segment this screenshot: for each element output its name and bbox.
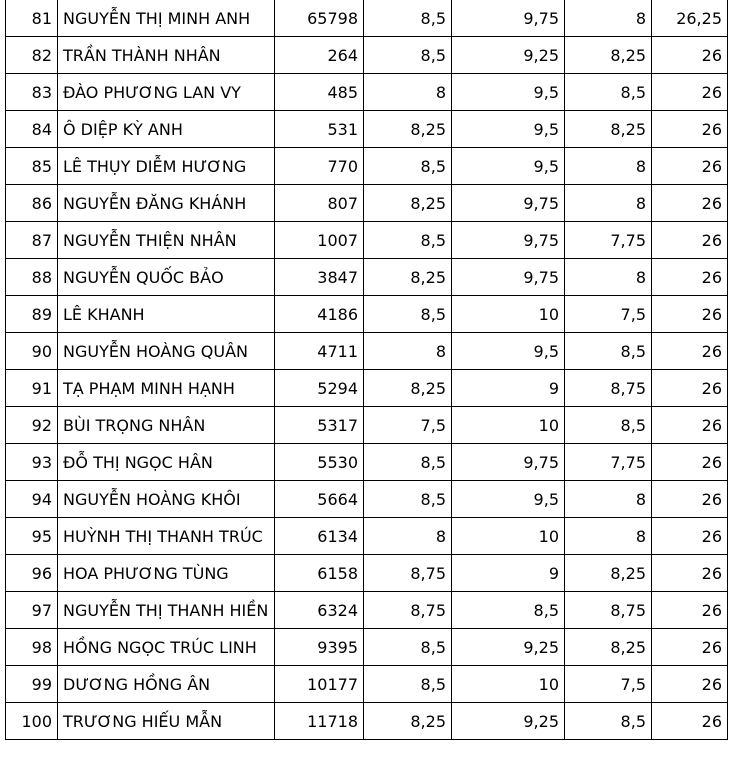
table-row xyxy=(6,0,728,37)
candidate-number-cell: 10177 xyxy=(275,666,364,703)
student-name-cell: NGUYỄN HOÀNG KHÔI xyxy=(58,481,275,518)
student-name-cell: BÙI TRỌNG NHÂN xyxy=(58,407,275,444)
total-score-cell: 26 xyxy=(652,666,728,703)
table-row xyxy=(6,592,728,629)
candidate-number-cell: 11718 xyxy=(275,703,364,740)
subject-1-score-cell: 8 xyxy=(364,333,452,370)
student-name-cell: LÊ KHANH xyxy=(58,296,275,333)
subject-3-score-cell: 8,5 xyxy=(565,74,652,111)
student-name-cell: NGUYỄN ĐĂNG KHÁNH xyxy=(58,185,275,222)
subject-1-score-cell: 8,25 xyxy=(364,185,452,222)
total-score-cell: 26 xyxy=(652,555,728,592)
student-name-cell: ĐÀO PHƯƠNG LAN VY xyxy=(58,74,275,111)
subject-3-score-cell: 8,25 xyxy=(565,629,652,666)
subject-1-score-cell: 8,5 xyxy=(364,148,452,185)
rank-cell: 86 xyxy=(6,185,58,222)
candidate-number-cell: 531 xyxy=(275,111,364,148)
rank-cell: 96 xyxy=(6,555,58,592)
student-name-cell: TRẦN THÀNH NHÂN xyxy=(58,37,275,74)
subject-1-score-cell: 8,5 xyxy=(364,629,452,666)
student-name-cell: NGUYỄN HOÀNG QUÂN xyxy=(58,333,275,370)
score-table-body xyxy=(6,0,728,740)
subject-2-score-cell: 9,5 xyxy=(452,333,565,370)
subject-2-score-cell: 9 xyxy=(452,555,565,592)
total-score-cell: 26 xyxy=(652,407,728,444)
student-name-cell: NGUYỄN THIỆN NHÂN xyxy=(58,222,275,259)
candidate-number-cell: 4711 xyxy=(275,333,364,370)
candidate-number-cell: 6134 xyxy=(275,518,364,555)
subject-3-score-cell: 7,5 xyxy=(565,666,652,703)
subject-1-score-cell: 8,5 xyxy=(364,481,452,518)
subject-2-score-cell: 9,5 xyxy=(452,148,565,185)
subject-3-score-cell: 8,5 xyxy=(565,333,652,370)
subject-2-score-cell: 9,75 xyxy=(452,0,565,37)
candidate-number-cell: 1007 xyxy=(275,222,364,259)
total-score-cell: 26 xyxy=(652,222,728,259)
rank-cell: 99 xyxy=(6,666,58,703)
subject-1-score-cell: 8,75 xyxy=(364,592,452,629)
subject-1-score-cell: 8,25 xyxy=(364,703,452,740)
subject-3-score-cell: 8 xyxy=(565,518,652,555)
rank-cell: 84 xyxy=(6,111,58,148)
total-score-cell: 26 xyxy=(652,259,728,296)
subject-3-score-cell: 8,5 xyxy=(565,703,652,740)
student-name-cell: TRƯƠNG HIẾU MẪN xyxy=(58,703,275,740)
subject-2-score-cell: 10 xyxy=(452,407,565,444)
rank-cell: 91 xyxy=(6,370,58,407)
subject-2-score-cell: 10 xyxy=(452,296,565,333)
student-name-cell: NGUYỄN THỊ THANH HIỀN xyxy=(58,592,275,629)
subject-1-score-cell: 8,5 xyxy=(364,666,452,703)
subject-1-score-cell: 8,5 xyxy=(364,37,452,74)
subject-1-score-cell: 8,5 xyxy=(364,0,452,37)
subject-1-score-cell: 8 xyxy=(364,74,452,111)
total-score-cell: 26,25 xyxy=(652,0,728,37)
subject-1-score-cell: 8,25 xyxy=(364,259,452,296)
subject-2-score-cell: 9,5 xyxy=(452,481,565,518)
rank-cell: 97 xyxy=(6,592,58,629)
subject-3-score-cell: 8,25 xyxy=(565,555,652,592)
table-row xyxy=(6,185,728,222)
subject-2-score-cell: 9,75 xyxy=(452,222,565,259)
subject-2-score-cell: 9 xyxy=(452,370,565,407)
subject-3-score-cell: 8,5 xyxy=(565,407,652,444)
rank-cell: 85 xyxy=(6,148,58,185)
rank-cell: 95 xyxy=(6,518,58,555)
subject-2-score-cell: 9,25 xyxy=(452,629,565,666)
rank-cell: 94 xyxy=(6,481,58,518)
total-score-cell: 26 xyxy=(652,444,728,481)
subject-3-score-cell: 7,75 xyxy=(565,222,652,259)
table-row xyxy=(6,296,728,333)
table-row xyxy=(6,407,728,444)
table-row xyxy=(6,518,728,555)
subject-3-score-cell: 8 xyxy=(565,185,652,222)
subject-3-score-cell: 7,75 xyxy=(565,444,652,481)
rank-cell: 83 xyxy=(6,74,58,111)
subject-3-score-cell: 8 xyxy=(565,148,652,185)
total-score-cell: 26 xyxy=(652,703,728,740)
student-name-cell: TẠ PHẠM MINH HẠNH xyxy=(58,370,275,407)
candidate-number-cell: 770 xyxy=(275,148,364,185)
rank-cell: 100 xyxy=(6,703,58,740)
total-score-cell: 26 xyxy=(652,296,728,333)
rank-cell: 82 xyxy=(6,37,58,74)
student-name-cell: Ô DIỆP KỲ ANH xyxy=(58,111,275,148)
rank-cell: 81 xyxy=(6,0,58,37)
subject-2-score-cell: 9,25 xyxy=(452,703,565,740)
total-score-cell: 26 xyxy=(652,370,728,407)
table-row xyxy=(6,481,728,518)
rank-cell: 93 xyxy=(6,444,58,481)
subject-2-score-cell: 10 xyxy=(452,666,565,703)
total-score-cell: 26 xyxy=(652,333,728,370)
subject-2-score-cell: 9,5 xyxy=(452,111,565,148)
table-row xyxy=(6,111,728,148)
candidate-number-cell: 5530 xyxy=(275,444,364,481)
table-row xyxy=(6,333,728,370)
total-score-cell: 26 xyxy=(652,481,728,518)
subject-1-score-cell: 8,5 xyxy=(364,444,452,481)
candidate-number-cell: 5317 xyxy=(275,407,364,444)
student-name-cell: LÊ THỤY DIỄM HƯƠNG xyxy=(58,148,275,185)
table-row xyxy=(6,555,728,592)
subject-2-score-cell: 9,5 xyxy=(452,74,565,111)
student-name-cell: HUỲNH THỊ THANH TRÚC xyxy=(58,518,275,555)
subject-3-score-cell: 8,25 xyxy=(565,111,652,148)
table-row xyxy=(6,37,728,74)
rank-cell: 88 xyxy=(6,259,58,296)
candidate-number-cell: 9395 xyxy=(275,629,364,666)
subject-3-score-cell: 7,5 xyxy=(565,296,652,333)
subject-2-score-cell: 9,75 xyxy=(452,259,565,296)
subject-1-score-cell: 8 xyxy=(364,518,452,555)
rank-cell: 89 xyxy=(6,296,58,333)
subject-3-score-cell: 8,75 xyxy=(565,370,652,407)
subject-1-score-cell: 8,5 xyxy=(364,222,452,259)
table-row xyxy=(6,259,728,296)
candidate-number-cell: 65798 xyxy=(275,0,364,37)
student-name-cell: NGUYỄN QUỐC BẢO xyxy=(58,259,275,296)
rank-cell: 98 xyxy=(6,629,58,666)
student-name-cell: HOA PHƯƠNG TÙNG xyxy=(58,555,275,592)
candidate-number-cell: 807 xyxy=(275,185,364,222)
table-row xyxy=(6,444,728,481)
subject-3-score-cell: 8,25 xyxy=(565,37,652,74)
student-name-cell: HỒNG NGỌC TRÚC LINH xyxy=(58,629,275,666)
subject-3-score-cell: 8 xyxy=(565,0,652,37)
total-score-cell: 26 xyxy=(652,148,728,185)
candidate-number-cell: 485 xyxy=(275,74,364,111)
score-table xyxy=(5,0,728,740)
subject-2-score-cell: 9,25 xyxy=(452,37,565,74)
student-name-cell: ĐỖ THỊ NGỌC HÂN xyxy=(58,444,275,481)
table-row xyxy=(6,666,728,703)
subject-1-score-cell: 8,5 xyxy=(364,296,452,333)
subject-1-score-cell: 8,25 xyxy=(364,370,452,407)
subject-1-score-cell: 8,25 xyxy=(364,111,452,148)
candidate-number-cell: 6324 xyxy=(275,592,364,629)
rank-cell: 90 xyxy=(6,333,58,370)
subject-1-score-cell: 8,75 xyxy=(364,555,452,592)
subject-3-score-cell: 8 xyxy=(565,259,652,296)
candidate-number-cell: 6158 xyxy=(275,555,364,592)
subject-3-score-cell: 8 xyxy=(565,481,652,518)
rank-cell: 92 xyxy=(6,407,58,444)
subject-2-score-cell: 8,5 xyxy=(452,592,565,629)
candidate-number-cell: 5294 xyxy=(275,370,364,407)
rank-cell: 87 xyxy=(6,222,58,259)
table-row xyxy=(6,370,728,407)
table-row xyxy=(6,703,728,740)
subject-2-score-cell: 10 xyxy=(452,518,565,555)
table-row xyxy=(6,148,728,185)
candidate-number-cell: 4186 xyxy=(275,296,364,333)
subject-2-score-cell: 9,75 xyxy=(452,444,565,481)
total-score-cell: 26 xyxy=(652,111,728,148)
candidate-number-cell: 3847 xyxy=(275,259,364,296)
total-score-cell: 26 xyxy=(652,74,728,111)
student-name-cell: NGUYỄN THỊ MINH ANH xyxy=(58,0,275,37)
total-score-cell: 26 xyxy=(652,185,728,222)
subject-3-score-cell: 8,75 xyxy=(565,592,652,629)
candidate-number-cell: 5664 xyxy=(275,481,364,518)
table-row xyxy=(6,629,728,666)
candidate-number-cell: 264 xyxy=(275,37,364,74)
total-score-cell: 26 xyxy=(652,37,728,74)
subject-2-score-cell: 9,75 xyxy=(452,185,565,222)
student-name-cell: DƯƠNG HỒNG ÂN xyxy=(58,666,275,703)
table-row xyxy=(6,74,728,111)
subject-1-score-cell: 7,5 xyxy=(364,407,452,444)
total-score-cell: 26 xyxy=(652,592,728,629)
total-score-cell: 26 xyxy=(652,518,728,555)
table-row xyxy=(6,222,728,259)
total-score-cell: 26 xyxy=(652,629,728,666)
